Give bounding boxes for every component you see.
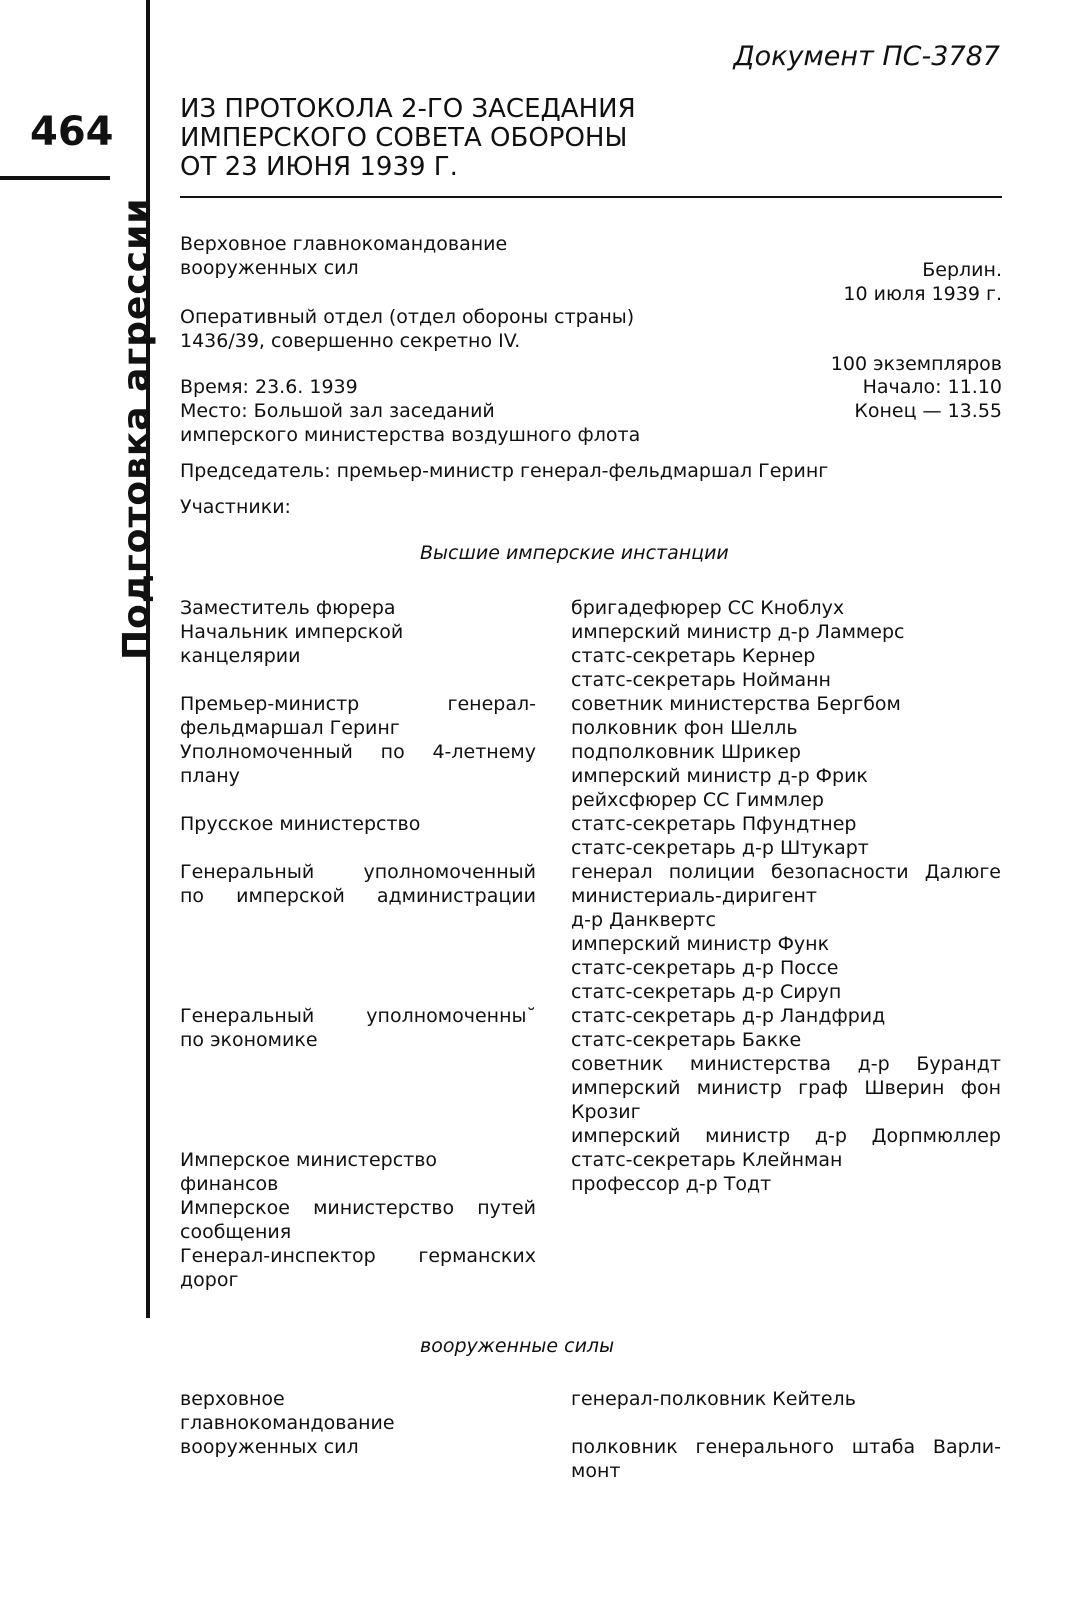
list-item: статс-секретарь Кернер [571, 645, 816, 667]
list-item: канцелярии [180, 645, 301, 667]
list-item: полковник генерального штаба Варли- [571, 1436, 1001, 1458]
page-number-rule [0, 176, 110, 180]
section1-right-column [571, 596, 1001, 1196]
section2-left-column [180, 1387, 536, 1459]
list-item: сообщения [180, 1221, 292, 1243]
list-item: имперский министр д-р Ламмерс [571, 621, 905, 643]
end-time: Конец — 13.55 [854, 400, 1002, 422]
document-id: Документ ПС-3787 [733, 41, 1000, 72]
list-item [180, 1100, 536, 1124]
section-heading: вооруженные силы [420, 1335, 615, 1357]
list-item [571, 1411, 1001, 1435]
list-item: подполковник Шрикер [571, 741, 801, 763]
list-item: генерал-полковник Кейтель [571, 1388, 856, 1410]
list-item: профессор д-р Тодт [571, 1173, 772, 1195]
list-item: статс-секретарь Бакке [571, 1029, 802, 1051]
list-item: бригадефюрер СС Кноблух [571, 597, 845, 619]
list-item: финансов [180, 1173, 279, 1195]
section1-left-column [180, 596, 536, 1292]
list-item: вооруженных сил [180, 1436, 359, 1458]
list-item: фельдмаршал Геринг [180, 717, 400, 739]
list-item [180, 836, 536, 860]
list-item: Генеральный уполномоченный [180, 861, 536, 883]
dept-line: 1436/39, совершенно секретно IV. [180, 330, 521, 352]
list-item: монт [571, 1460, 621, 1482]
list-item [180, 668, 536, 692]
list-item: статс-секретарь Пфундтнер [571, 813, 857, 835]
meeting-time: Время: 23.6. 1939 [180, 376, 358, 398]
page-number: 464 [30, 109, 114, 155]
list-item: по имперской администрации [180, 885, 536, 907]
list-item: имперский министр граф Шверин фон [571, 1077, 1001, 1099]
venue-line: Место: Большой зал заседаний [180, 400, 495, 422]
list-item: Генеральный уполномоченны˘ [180, 1005, 536, 1027]
section2-right-column [571, 1387, 1001, 1483]
copies: 100 экземпляров [830, 353, 1002, 375]
list-item: советник министерства Бергбом [571, 693, 901, 715]
list-item [180, 956, 536, 980]
list-item: имперский министр д-р Фрик [571, 765, 868, 787]
list-item: имперский министр д-р Дорпмюллер [571, 1125, 1001, 1147]
list-item: Уполномоченный по 4-летнему [180, 741, 536, 763]
start-time: Начало: 11.10 [862, 376, 1002, 398]
list-item [180, 1076, 536, 1100]
list-item: д-р Данквертс [571, 909, 716, 931]
list-item: по экономике [180, 1029, 318, 1051]
list-item: статс-секретарь д-р Сируп [571, 981, 842, 1003]
list-item: Генерал-инспектор германских [180, 1245, 536, 1267]
list-item: имперский министр Функ [571, 933, 830, 955]
title-line: ИМПЕРСКОГО СОВЕТА ОБОРОНЫ [180, 123, 628, 153]
list-item: Имперское министерство [180, 1149, 438, 1171]
running-head: Подготовка агрессии [116, 197, 157, 660]
list-item [180, 1124, 536, 1148]
list-item: статс-секретарь д-р Штукарт [571, 837, 869, 859]
list-item: верховное [180, 1388, 285, 1410]
list-item [180, 788, 536, 812]
participants-label: Участники: [180, 496, 291, 518]
dept-line: Оперативный отдел (отдел обороны страны) [180, 306, 635, 328]
list-item: статс-секретарь д-р Ландфрид [571, 1005, 886, 1027]
title-line: ИЗ ПРОТОКОЛА 2-ГО ЗАСЕДАНИЯ [180, 94, 636, 124]
list-item: рейхсфюрер СС Гиммлер [571, 789, 824, 811]
section-heading: Высшие имперские инстанции [420, 542, 729, 564]
list-item [180, 1052, 536, 1076]
org-line: Верховное главнокомандование [180, 233, 508, 255]
list-item: Заместитель фюрера [180, 597, 396, 619]
list-item [180, 980, 536, 1004]
org-line: вооруженных сил [180, 257, 359, 279]
list-item: статс-секретарь Нойманн [571, 669, 831, 691]
list-item: Прусское министерство [180, 813, 421, 835]
list-item: Премьер-министр генерал- [180, 693, 536, 715]
list-item: советник министерства д-р Бурандт [571, 1053, 1001, 1075]
list-item: Крозиг [571, 1101, 641, 1123]
list-item: Начальник имперской [180, 621, 404, 643]
venue-line: имперского министерства воздушного флота [180, 424, 641, 446]
list-item: плану [180, 765, 240, 787]
list-item [180, 908, 536, 932]
list-item: статс-секретарь д-р Поссе [571, 957, 839, 979]
place: Берлин. [922, 259, 1002, 281]
list-item: Имперское министерство путей [180, 1197, 536, 1219]
list-item [180, 932, 536, 956]
date: 10 июля 1939 г. [843, 283, 1002, 305]
list-item: генерал полиции безопасности Далюге [571, 861, 1001, 883]
chairman: Председатель: премьер-министр генерал-фельдмаршал Геринг [180, 460, 829, 482]
list-item: главнокомандование [180, 1412, 395, 1434]
title-rule [180, 196, 1002, 198]
list-item: статс-секретарь Клейнман [571, 1149, 843, 1171]
list-item: дорог [180, 1269, 239, 1291]
list-item: министериаль-диригент [571, 885, 817, 907]
list-item: полковник фон Шелль [571, 717, 798, 739]
document-title [180, 95, 636, 182]
title-line: ОТ 23 ИЮНЯ 1939 Г. [180, 152, 458, 182]
